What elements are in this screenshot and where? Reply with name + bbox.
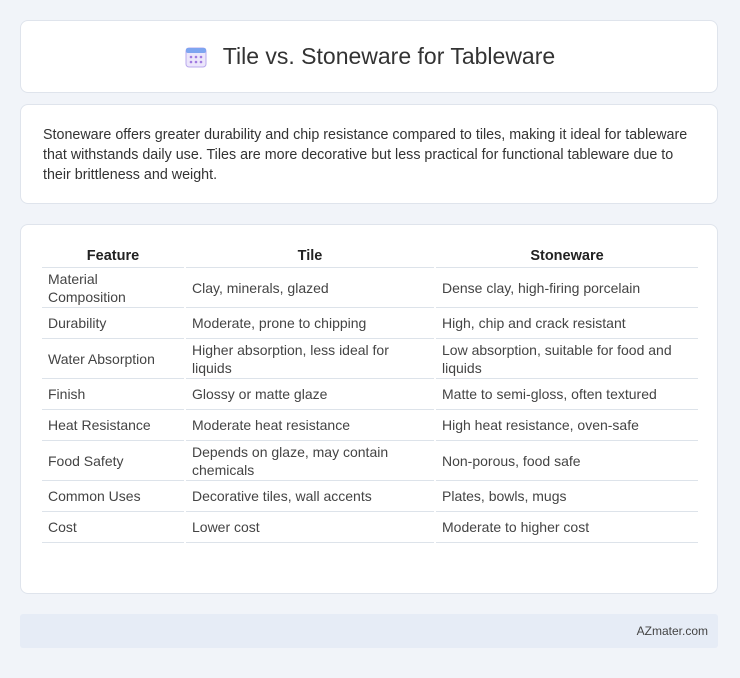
feature-cell: Food Safety — [42, 441, 184, 481]
table-card — [20, 224, 718, 594]
feature-cell: Common Uses — [42, 481, 184, 512]
tile-cell: Lower cost — [186, 512, 434, 543]
calendar-icon — [183, 44, 209, 70]
summary-text: Stoneware offers greater durability and chip resistance compared to tiles, making it ideal for tableware that withstands daily use. Tiles are more decorative but less practical for functional tableware due to their brittleness and weight. — [43, 127, 688, 183]
page-title: Tile vs. Stoneware for Tableware — [222, 43, 556, 69]
stoneware-cell: High heat resistance, oven-safe — [436, 410, 698, 441]
comparison-table — [40, 245, 700, 543]
tile-cell: Decorative tiles, wall accents — [186, 481, 434, 512]
tile-cell: Glossy or matte glaze — [186, 379, 434, 410]
feature-cell: Water Absorption — [42, 339, 184, 379]
summary-card — [20, 104, 718, 204]
title-card — [20, 20, 718, 93]
table-row — [42, 441, 698, 481]
site-credit: AZmater.com — [636, 624, 708, 638]
table-row — [42, 308, 698, 339]
table-row — [42, 481, 698, 512]
tile-cell: Moderate, prone to chipping — [186, 308, 434, 339]
tile-cell: Clay, minerals, glazed — [186, 268, 434, 308]
tile-cell: Higher absorption, less ideal for liquids — [186, 339, 434, 379]
header-tile: Tile — [186, 245, 434, 268]
table-row — [42, 410, 698, 441]
tile-cell: Depends on glaze, may contain chemicals — [186, 441, 434, 481]
title-wrap — [183, 43, 555, 70]
stoneware-cell: Plates, bowls, mugs — [436, 481, 698, 512]
table-row — [42, 268, 698, 308]
feature-cell: Material Composition — [42, 268, 184, 308]
feature-cell: Finish — [42, 379, 184, 410]
stoneware-cell: Non-porous, food safe — [436, 441, 698, 481]
table-row — [42, 512, 698, 543]
table-row — [42, 379, 698, 410]
stoneware-cell: Matte to semi-gloss, often textured — [436, 379, 698, 410]
stoneware-cell: Dense clay, high-firing porcelain — [436, 268, 698, 308]
stoneware-cell: Moderate to higher cost — [436, 512, 698, 543]
feature-cell: Heat Resistance — [42, 410, 184, 441]
table-header-row — [42, 245, 698, 268]
stoneware-cell: Low absorption, suitable for food and liquids — [436, 339, 698, 379]
table-row — [42, 339, 698, 379]
header-stoneware: Stoneware — [436, 245, 698, 268]
stoneware-cell: High, chip and crack resistant — [436, 308, 698, 339]
tile-cell: Moderate heat resistance — [186, 410, 434, 441]
footer — [20, 614, 718, 648]
feature-cell: Durability — [42, 308, 184, 339]
header-feature: Feature — [42, 245, 184, 268]
feature-cell: Cost — [42, 512, 184, 543]
